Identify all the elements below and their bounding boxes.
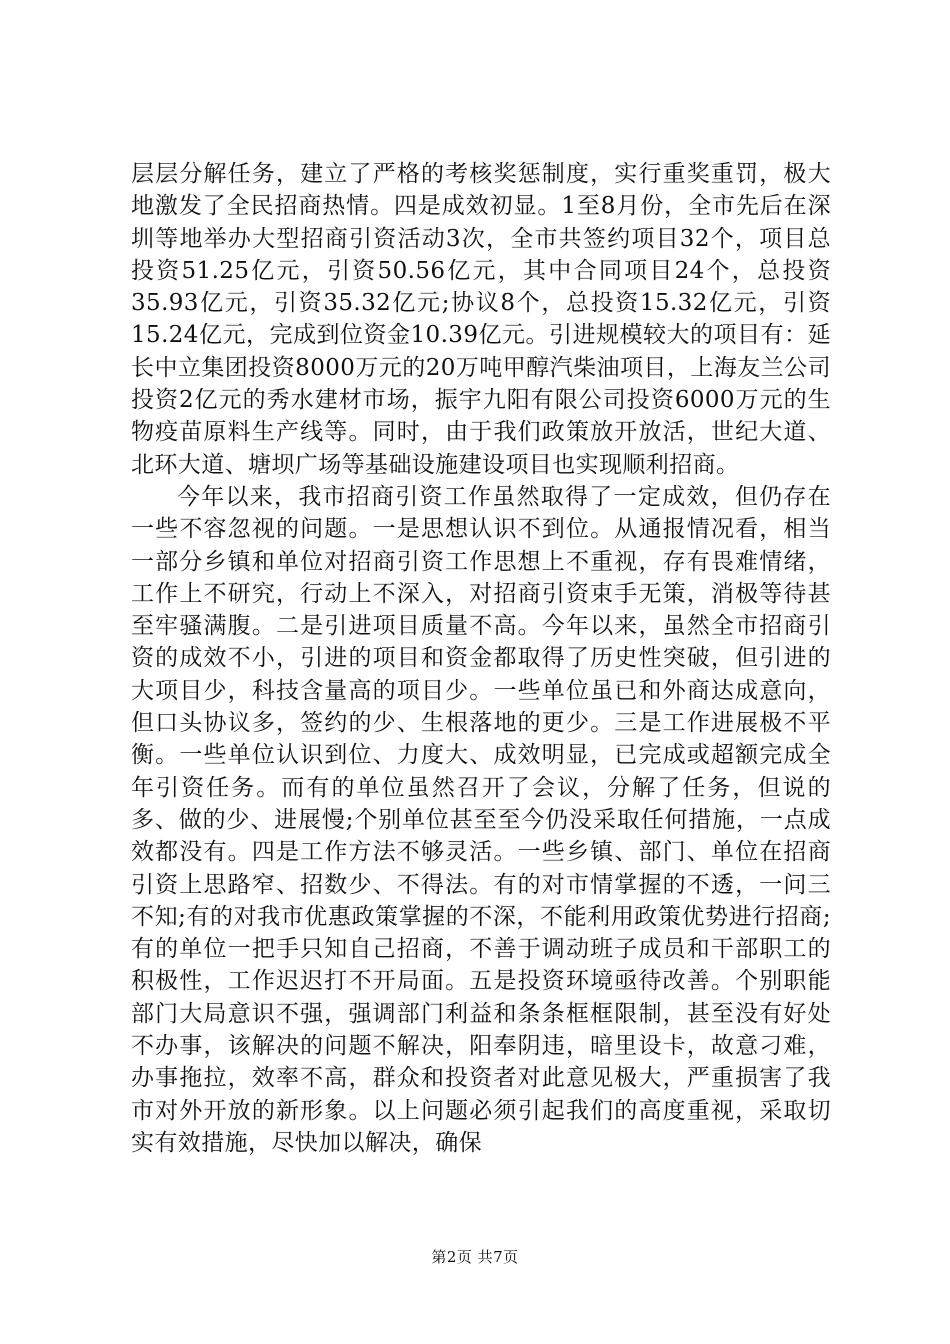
page-number-footer: 第2页 共7页: [431, 1248, 519, 1266]
paragraph-continuation: 层层分解任务，建立了严格的考核奖惩制度，实行重奖重罚，极大地激发了全民招商热情。四是成效初显。1至8月份，全市先后在深圳等地举办大型招商引资活动3次，全市共签约项目32个，项目总投资51.25亿元，引资50.56亿元，其中合同项目24个，总投资35.93亿元，引资35.32亿元;协议8个，总投资15.32亿元，引资15.24亿元，完成到位资金10.39亿元。引进规模较大的项目有：延长中立集团投资8000万元的20万吨甲醇汽柴油项目，上海友兰公司投资2亿元的秀水建材市场，振宇九阳有限公司投资6000万元的生物疫苗原料生产线等。同时，由于我们政策放开放活，世纪大道、北环大道、塘坝广场等基础设施建设项目也实现顺利招商。: [131, 161, 831, 478]
paragraph-problems: 今年以来，我市招商引资工作虽然取得了一定成效，但仍存在一些不容忽视的问题。一是思想认识不到位。从通报情况看，相当一部分乡镇和单位对招商引资工作思想上不重视，存有畏难情绪，工作上不研究，行动上不深入，对招商引资束手无策，消极等待甚至牢骚满腹。二是引进项目质量不高。今年以来，虽然全市招商引资的成效不小，引进的项目和资金都取得了历史性突破，但引进的大项目少，科技含量高的项目少。一些单位虽已和外商达成意向，但口头协议多，签约的少、生根落地的更少。三是工作进展极不平衡。一些单位认识到位、力度大、成效明显，已完成或超额完成全年引资任务。而有的单位虽然召开了会议，分解了任务，但说的多、做的少、进展慢;个别单位甚至至今仍没采取任何措施，一点成效都没有。四是工作方法不够灵活。一些乡镇、部门、单位在招商引资上思路窄、招数少、不得法。有的对市情掌握的不透，一问三不知;有的对我市优惠政策掌握的不深，不能利用政策优势进行招商;有的单位一把手只知自己招商，不善于调动班子成员和干部职工的积极性，工作迟迟打不开局面。五是投资环境亟待改善。个别职能部门大局意识不强，强调部门利益和条条框框限制，甚至没有好处不办事，该解决的问题不解决，阳奉阴违，暗里设卡，故意刁难，办事拖拉，效率不高，群众和投资者对此意见极大，严重损害了我市对外开放的新形象。以上问题必须引起我们的高度重视，采取切实有效措施，尽快加以解决，确保: [131, 483, 831, 1156]
document-body: [131, 158, 831, 1159]
